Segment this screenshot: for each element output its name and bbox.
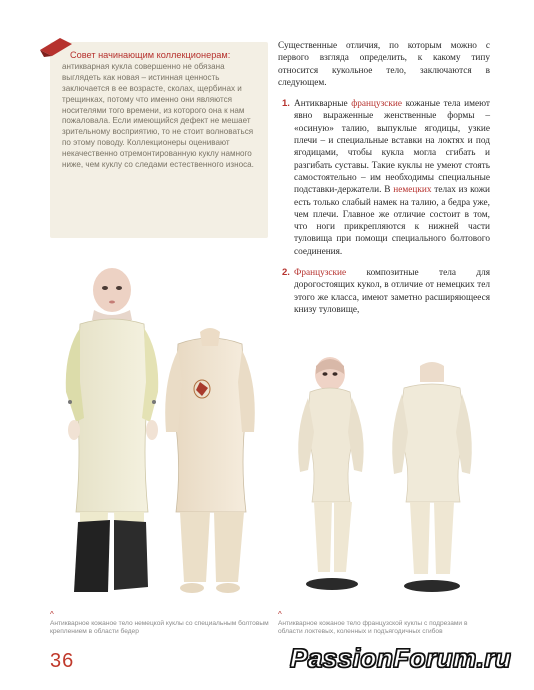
list-item-2: 2. Французские композитные тела для дорогостоящих кукол, в отличие от немецких тел этого же класса, имеют заметно расширяющееся книзу туловище, (282, 267, 490, 315)
article-column (278, 40, 490, 325)
photo-german-doll-bodies (50, 262, 270, 602)
page-number: 36 (50, 650, 75, 672)
list-item-1: 1. Антикварные французские кожаные тела имеют явно выраженные женственные формы – «осиную» талию, выпуклые ягодицы, узкие плечи – и специальные вставки на локтях и под ягодицами, чтобы кукла могла сгибать и разгибать суставы. Такие куклы не умеют стоять самостоятельно – им необходимы специальные подставки-держатели. В немецких телах из кожи есть только слабый намек на талию, а бедра уже, чем плечи. Главное же отличие состоит в том, что ноги прикрепляются к нижней части туловища при помощи специального болтового соединения. (282, 98, 490, 257)
watermark: PassionForum.ru (290, 643, 512, 673)
ribbon-icon (38, 36, 74, 58)
list-number-1: 1. (282, 98, 290, 110)
photo-french-doll-bodies (278, 352, 490, 602)
term-french-2: Французские (294, 268, 347, 279)
list-number-2: 2. (282, 267, 290, 279)
caret-up-icon: ^ (278, 610, 282, 619)
tip-title: Совет начинающим коллекционерам: (70, 50, 231, 60)
term-german: немецких (393, 185, 432, 196)
tip-box (50, 42, 268, 238)
caret-up-icon: ^ (50, 610, 54, 619)
intro-paragraph: Существенные отличия, по которым можно с первого взгляда определить, к какому типу относится кукольное тело, заключаются в следующем. (278, 41, 490, 88)
term-french: французские (351, 99, 403, 110)
caption-left: ^ Антикварное кожаное тело немецкой куклы со специальным болтовым креплением в области бедер (50, 610, 269, 636)
tip-body: антикварная кукла совершенно не обязана выглядеть как новая – истинная ценность заключается в ее возрасте, сколах, щербинах и трещинках, потому что именно они являются носителями того времени, из которого она к нам пожаловала. Если имеющийся дефект не мешает зрительному восприятию, то не стоит волноваться по этому поводу. Коллекционеры оценивают некачественно отремонтированную куклу намного ниже, чем куклу со следами естественного износа. (62, 61, 254, 170)
caption-right: ^ Антикварное кожаное тело французской куклы с подрезами в области локтевых, коленных и подъягодичных сгибов (278, 610, 468, 636)
